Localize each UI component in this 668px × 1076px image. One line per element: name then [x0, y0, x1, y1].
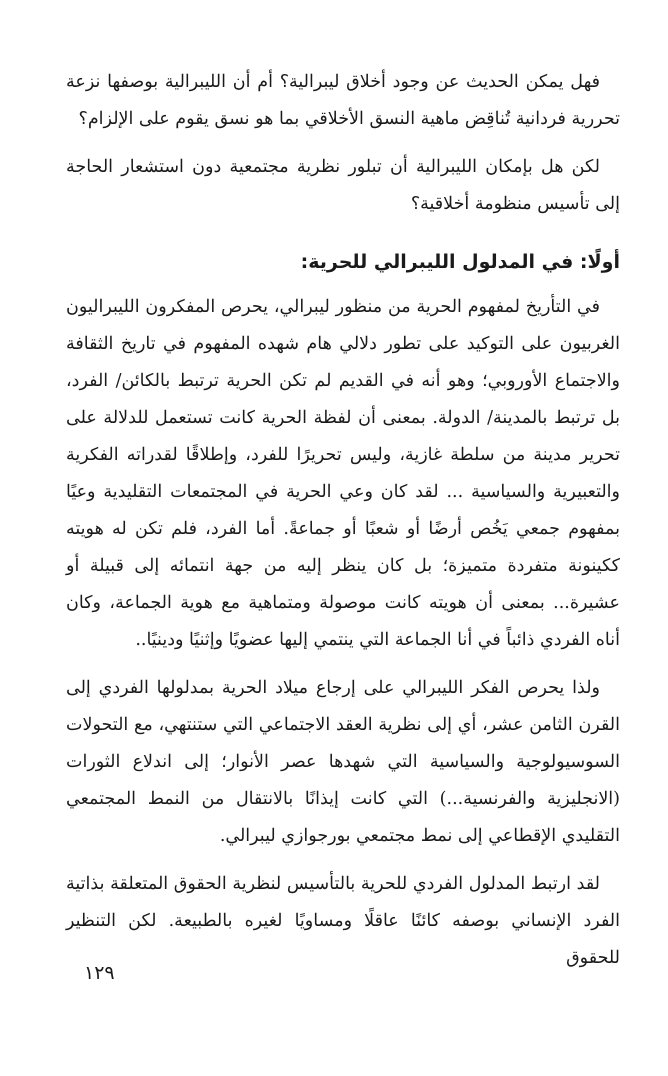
- paragraph-4: ولذا يحرص الفكر الليبرالي على إرجاع ميلاد الحرية بمدلولها الفردي إلى القرن الثامن عشر، أي إلى نظرية العقد الاجتماعي التي ستنتهي، مع التحولات السوسيولوجية والسياسية التي شهدها عصر الأنوار؛ إلى اندلاع الثورات (الانجليزية والفرنسية...) التي كانت إيذانًا بالانتقال من النمط المجتمعي التقليدي الإقطاعي إلى نمط مجتمعي بورجوازي ليبرالي.: [66, 678, 620, 846]
- page-body: [66, 64, 620, 977]
- paragraph-2: لكن هل بإمكان الليبرالية أن تبلور نظرية مجتمعية دون استشعار الحاجة إلى تأسيس منظومة أخلاقية؟: [66, 157, 620, 214]
- paragraph-3: في التأريخ لمفهوم الحرية من منظور ليبرالي، يحرص المفكرون الليبراليون الغربيون على التوكيد على تطور دلالي هام شهده المفهوم في تاريخ الثقافة والاجتماع الأوروبي؛ وهو أنه في القديم لم تكن الحرية ترتبط بالكائن/ الفرد، بل ترتبط بالمدينة/ الدولة. بمعنى أن لفظة الحرية كانت تستعمل للدلالة على تحرير مدينة من سلطة غازية، وليس تحريرًا للفرد، وإطلاقًا لقدراته الفكرية والتعبيرية والسياسية ... لقد كان وعي الحرية في المجتمعات التقليدية وعيًا بمفهوم جمعي يَخُص أرضًا أو شعبًا أو جماعةً. أما الفرد، فلم تكن له هويته ككينونة متفردة متميزة؛ بل كان ينظر إليه من جهة انتمائه إلى قبيلة أو عشيرة... بمعنى أن هويته كانت موصولة ومتماهية مع هوية الجماعة، وكان أناه الفردي ذائباً في أنا الجماعة التي ينتمي إليها عضويًا وإثنيًا ودينيًا..: [66, 297, 620, 650]
- paragraph-5: لقد ارتبط المدلول الفردي للحرية بالتأسيس لنظرية الحقوق المتعلقة بذاتية الفرد الإنساني بوصفه كائنًا عاقلًا ومساويًا لغيره بالطبيعة. لكن التنظير للحقوق: [66, 874, 620, 968]
- page-number: ١٢٩: [84, 962, 115, 984]
- paragraph-1: فهل يمكن الحديث عن وجود أخلاق ليبرالية؟ أم أن الليبرالية بوصفها نزعة تحررية فردانية تُناقِض ماهية النسق الأخلاقي بما هو نسق يقوم على الإلزام؟: [66, 72, 620, 129]
- section-heading: أولًا: في المدلول الليبرالي للحرية:: [300, 251, 620, 273]
